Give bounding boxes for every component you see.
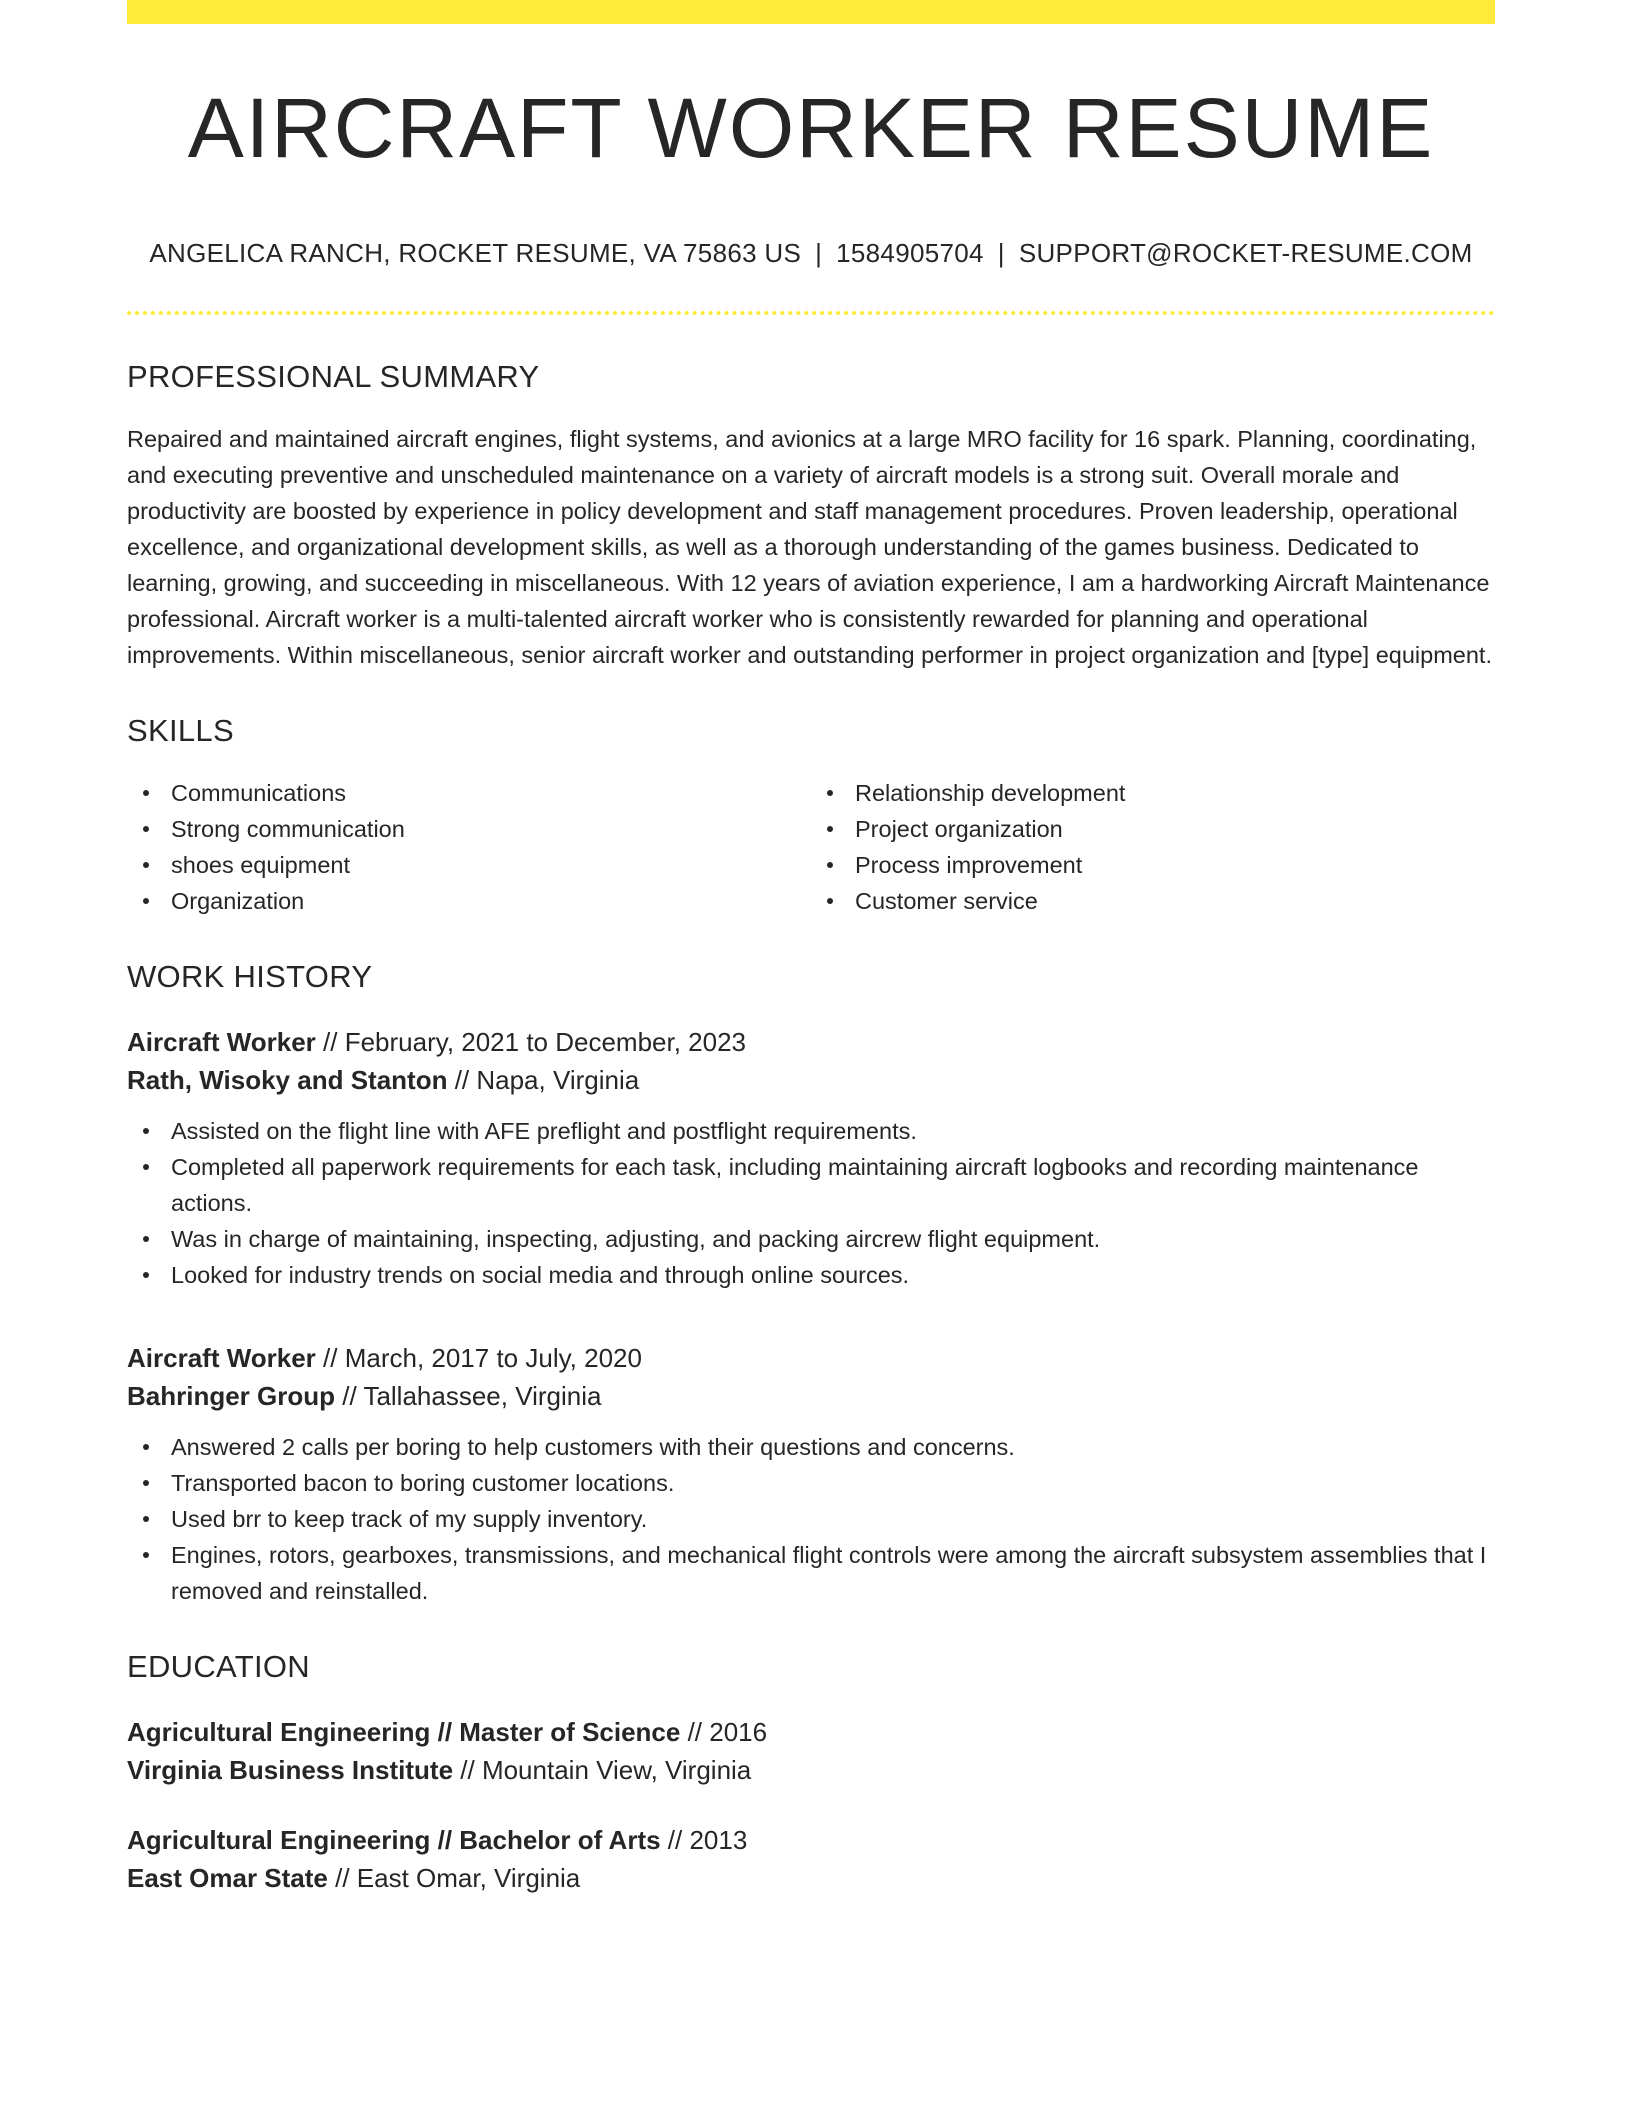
work-history-heading: WORK HISTORY	[127, 959, 373, 994]
school-location: // Mountain View, Virginia	[453, 1755, 752, 1785]
job-duty-item: Used brr to keep track of my supply inventory.	[127, 1501, 1495, 1537]
resume-page	[127, 0, 1495, 1897]
job-duty-item: Answered 2 calls per boring to help customers with their questions and concerns.	[127, 1429, 1495, 1465]
job-duty-item: Looked for industry trends on social media and through online sources.	[127, 1257, 1495, 1293]
job-duty-item: Completed all paperwork requirements for each task, including maintaining aircraft logbooks and recording maintenance actions.	[127, 1149, 1495, 1221]
degree-name: Agricultural Engineering // Master of Science	[127, 1717, 681, 1747]
skills-list	[127, 775, 1495, 919]
job-title-line	[127, 1339, 1495, 1377]
school-name: Virginia Business Institute	[127, 1755, 454, 1785]
job-duty-item: Engines, rotors, gearboxes, transmissions, and mechanical flight controls were among the aircraft subsystem assemblies that I removed and reinstalled.	[127, 1537, 1495, 1609]
job-duty-item: Was in charge of maintaining, inspecting, adjusting, and packing aircrew flight equipment.	[127, 1221, 1495, 1257]
contact-address: ANGELICA RANCH, ROCKET RESUME, VA 75863 US	[149, 238, 802, 268]
job-dates: // February, 2021 to December, 2023	[315, 1027, 747, 1057]
skills-column-right	[811, 775, 1495, 919]
degree-line	[127, 1713, 1495, 1751]
job-company-line	[127, 1377, 1495, 1415]
top-accent-bar	[127, 0, 1495, 24]
skill-item: Process improvement	[811, 847, 1495, 883]
degree-year: // 2013	[660, 1825, 748, 1855]
job-duty-item: Assisted on the flight line with AFE preflight and postflight requirements.	[127, 1113, 1495, 1149]
degree-year: // 2016	[680, 1717, 768, 1747]
school-line	[127, 1859, 1495, 1897]
skill-item: Communications	[127, 775, 811, 811]
job-duty-item: Transported bacon to boring customer locations.	[127, 1465, 1495, 1501]
job-company: Bahringer Group	[127, 1381, 336, 1411]
degree-name: Agricultural Engineering // Bachelor of Arts	[127, 1825, 661, 1855]
job-entry	[127, 1339, 1495, 1609]
education-heading: EDUCATION	[127, 1649, 310, 1684]
contact-separator: |	[815, 238, 823, 268]
contact-line	[127, 238, 1495, 269]
contact-separator: |	[997, 238, 1005, 268]
education-entry	[127, 1821, 1495, 1897]
skill-item: Customer service	[811, 883, 1495, 919]
job-company: Rath, Wisoky and Stanton	[127, 1065, 448, 1095]
skill-item: shoes equipment	[127, 847, 811, 883]
skill-item: Organization	[127, 883, 811, 919]
job-company-line	[127, 1061, 1495, 1099]
degree-line	[127, 1821, 1495, 1859]
job-title: Aircraft Worker	[127, 1027, 316, 1057]
skill-item: Project organization	[811, 811, 1495, 847]
job-title-line	[127, 1023, 1495, 1061]
summary-heading: PROFESSIONAL SUMMARY	[127, 359, 540, 394]
dotted-divider	[127, 311, 1495, 315]
job-entry	[127, 1023, 1495, 1293]
job-location: // Tallahassee, Virginia	[335, 1381, 602, 1411]
contact-phone: 1584905704	[836, 238, 984, 268]
summary-text: Repaired and maintained aircraft engines, flight systems, and avionics at a large MRO facility for 16 spark. Planning, coordinating, and executing preventive and unscheduled maintenance on a variety of aircraft models is a strong suit. Overall morale and productivity are boosted by experience in policy development and staff management procedures. Proven leadership, operational excellence, and organizational development skills, as well as a thorough understanding of the games business. Dedicated to learning, growing, and succeeding in miscellaneous. With 12 years of aviation experience, I am a hardworking Aircraft Maintenance professional. Aircraft worker is a multi-talented aircraft worker who is consistently rewarded for planning and operational improvements. Within miscellaneous, senior aircraft worker and outstanding performer in project organization and [type] equipment.	[127, 426, 1492, 668]
school-name: East Omar State	[127, 1863, 328, 1893]
job-duties	[127, 1113, 1495, 1293]
job-duties	[127, 1429, 1495, 1609]
skill-item: Strong communication	[127, 811, 811, 847]
job-dates: // March, 2017 to July, 2020	[315, 1343, 642, 1373]
school-line	[127, 1751, 1495, 1789]
resume-title: AIRCRAFT WORKER RESUME	[187, 81, 1435, 175]
contact-email: SUPPORT@ROCKET-RESUME.COM	[1018, 238, 1473, 268]
education-entry	[127, 1713, 1495, 1789]
skills-column-left	[127, 775, 811, 919]
job-title: Aircraft Worker	[127, 1343, 316, 1373]
skill-item: Relationship development	[811, 775, 1495, 811]
school-location: // East Omar, Virginia	[327, 1863, 581, 1893]
skills-heading: SKILLS	[127, 713, 234, 748]
job-location: // Napa, Virginia	[447, 1065, 640, 1095]
